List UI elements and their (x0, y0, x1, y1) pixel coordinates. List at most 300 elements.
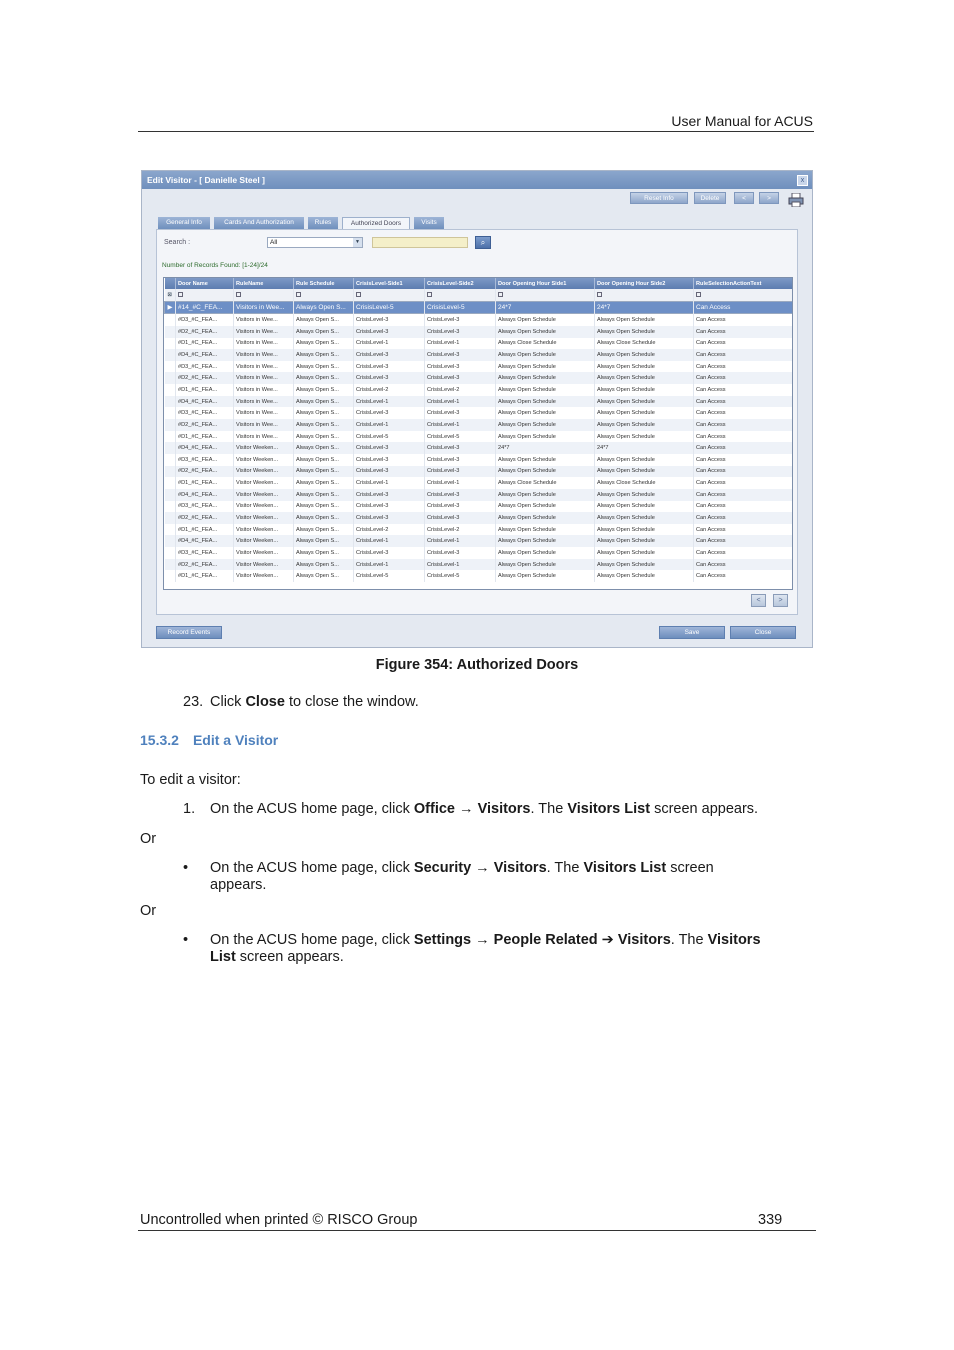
table-cell: Always Open Schedule (496, 372, 595, 384)
table-cell: Always Open S... (294, 301, 354, 314)
close-button[interactable]: Close (730, 626, 796, 639)
bullet-text: On the ACUS home page, click Settings → People Related ➔ Visitors. The Visitors List screen appears. (210, 932, 761, 965)
table-cell: Visitors in Wee... (234, 384, 294, 396)
doors-grid (163, 277, 793, 590)
table-cell: CrisisLevel-3 (354, 512, 425, 524)
row-indicator[interactable] (165, 501, 176, 513)
row-pointer-icon[interactable]: ▶ (165, 301, 176, 314)
table-cell: #D2_#C_FEA... (176, 326, 234, 338)
table-cell: #D2_#C_FEA... (176, 466, 234, 478)
bullet-text: On the ACUS home page, click Security → Visitors. The Visitors List screen appears. (210, 860, 714, 893)
next-record-button[interactable]: > (759, 192, 779, 204)
table-cell: Always Open S... (294, 489, 354, 501)
filter-icon[interactable]: ⊠ (165, 289, 176, 301)
chevron-down-icon[interactable]: ▼ (353, 238, 362, 247)
table-cell: Can Access (694, 431, 793, 443)
table-cell: CrisisLevel-3 (354, 407, 425, 419)
table-cell: CrisisLevel-3 (354, 349, 425, 361)
table-cell: Always Open Schedule (595, 349, 694, 361)
filter-checkbox[interactable] (595, 289, 694, 301)
or-text: Or (140, 903, 157, 919)
table-row[interactable] (165, 535, 793, 547)
filter-checkbox[interactable] (425, 289, 496, 301)
table-cell: Visitor Weeken... (234, 524, 294, 536)
table-cell: Always Open Schedule (595, 419, 694, 431)
table-cell: #D3_#C_FEA... (176, 547, 234, 559)
table-row[interactable] (165, 524, 793, 536)
table-cell: CrisisLevel-1 (354, 559, 425, 571)
table-cell: Always Open Schedule (595, 466, 694, 478)
filter-checkbox[interactable] (176, 289, 234, 301)
table-cell: Always Open S... (294, 326, 354, 338)
table-cell: Always Open Schedule (496, 512, 595, 524)
table-cell: Visitors in Wee... (234, 338, 294, 350)
table-cell: Always Open S... (294, 361, 354, 373)
table-cell: CrisisLevel-3 (425, 547, 496, 559)
table-cell: #D3_#C_FEA... (176, 361, 234, 373)
table-cell: Can Access (694, 349, 793, 361)
row-indicator[interactable] (165, 314, 176, 326)
table-cell: Always Open Schedule (496, 524, 595, 536)
table-cell: #D2_#C_FEA... (176, 559, 234, 571)
table-cell: CrisisLevel-3 (425, 326, 496, 338)
table-cell: CrisisLevel-1 (354, 396, 425, 408)
row-indicator[interactable] (165, 372, 176, 384)
table-cell: Always Open Schedule (595, 489, 694, 501)
tab-visits[interactable]: Visits (414, 217, 444, 229)
table-cell: CrisisLevel-3 (354, 454, 425, 466)
table-row[interactable] (165, 326, 793, 338)
footer-rule (138, 1230, 816, 1231)
table-cell: CrisisLevel-5 (354, 431, 425, 443)
table-cell: Always Open S... (294, 338, 354, 350)
table-cell: Can Access (694, 314, 793, 326)
save-button[interactable]: Save (659, 626, 725, 639)
table-cell: Always Open Schedule (595, 524, 694, 536)
table-row[interactable] (165, 501, 793, 513)
row-indicator[interactable] (165, 419, 176, 431)
table-cell: CrisisLevel-3 (354, 466, 425, 478)
row-indicator[interactable] (165, 466, 176, 478)
table-row[interactable] (165, 442, 793, 454)
table-cell: Always Open S... (294, 442, 354, 454)
table-cell: Can Access (694, 396, 793, 408)
table-cell: Visitor Weeken... (234, 442, 294, 454)
table-row[interactable] (165, 431, 793, 443)
bullet-icon: • (183, 932, 189, 948)
row-indicator[interactable] (165, 442, 176, 454)
table-cell: Always Open S... (294, 314, 354, 326)
table-row[interactable] (165, 361, 793, 373)
header-rule (138, 131, 814, 132)
table-cell: Always Open S... (294, 524, 354, 536)
table-cell: Can Access (694, 535, 793, 547)
table-cell: Visitor Weeken... (234, 489, 294, 501)
bullet-security (183, 860, 823, 900)
close-icon[interactable]: x (797, 175, 808, 186)
page-next-button[interactable]: > (773, 594, 788, 607)
table-cell: Always Open Schedule (595, 570, 694, 582)
table-row[interactable] (165, 454, 793, 466)
row-indicator[interactable] (165, 477, 176, 489)
table-row[interactable] (165, 372, 793, 384)
table-cell: Can Access (694, 442, 793, 454)
table-cell: 24*7 (496, 442, 595, 454)
table-cell: Always Open Schedule (595, 547, 694, 559)
table-cell: Visitor Weeken... (234, 535, 294, 547)
filter-checkbox[interactable] (694, 289, 793, 301)
step-number: 1. (183, 801, 196, 817)
table-cell: CrisisLevel-3 (425, 349, 496, 361)
table-cell: Always Open Schedule (496, 547, 595, 559)
tab-general-info[interactable]: General Info (158, 217, 210, 229)
table-cell: Always Open S... (294, 477, 354, 489)
table-cell: Always Open S... (294, 349, 354, 361)
table-cell: Always Open S... (294, 419, 354, 431)
search-select-value: All (270, 239, 278, 246)
row-indicator[interactable] (165, 547, 176, 559)
table-cell: #D3_#C_FEA... (176, 314, 234, 326)
table-cell: Always Open S... (294, 559, 354, 571)
table-row[interactable] (165, 407, 793, 419)
step-text: Click Close to close the window. (210, 694, 419, 710)
column-header-rule-schedule[interactable]: Rule Schedule (294, 278, 354, 289)
table-cell: Visitor Weeken... (234, 501, 294, 513)
table-cell: Can Access (694, 524, 793, 536)
footer-text: Uncontrolled when printed © RISCO Group (140, 1212, 418, 1228)
table-cell: Always Open Schedule (496, 384, 595, 396)
table-cell: Visitors in Wee... (234, 301, 294, 314)
table-cell: CrisisLevel-3 (425, 407, 496, 419)
table-cell: #D1_#C_FEA... (176, 338, 234, 350)
table-cell: Always Open Schedule (595, 396, 694, 408)
table-cell: Always Open Schedule (496, 431, 595, 443)
row-indicator[interactable] (165, 349, 176, 361)
table-cell: Visitor Weeken... (234, 547, 294, 559)
table-cell: Always Open S... (294, 570, 354, 582)
table-cell: Visitors in Wee... (234, 419, 294, 431)
column-header-rule-name[interactable]: RuleName (234, 278, 294, 289)
table-cell: Always Open Schedule (496, 396, 595, 408)
table-cell: Can Access (694, 407, 793, 419)
table-cell: Always Open Schedule (595, 559, 694, 571)
table-cell: Always Open Schedule (496, 361, 595, 373)
table-cell: Always Close Schedule (595, 338, 694, 350)
table-cell: Always Open Schedule (496, 326, 595, 338)
table-row[interactable] (165, 338, 793, 350)
table-cell: Always Open Schedule (496, 489, 595, 501)
table-cell: Can Access (694, 501, 793, 513)
table-row[interactable] (165, 570, 793, 582)
or-text: Or (140, 831, 157, 847)
table-cell: Can Access (694, 489, 793, 501)
table-cell: 24*7 (595, 442, 694, 454)
table-cell: Always Open Schedule (595, 454, 694, 466)
search-field-select[interactable] (267, 237, 363, 248)
table-cell: CrisisLevel-3 (425, 501, 496, 513)
table-cell: Always Open Schedule (496, 407, 595, 419)
table-cell: CrisisLevel-1 (425, 419, 496, 431)
table-cell: Always Open Schedule (496, 466, 595, 478)
table-row[interactable] (165, 489, 793, 501)
table-cell: Always Open Schedule (496, 349, 595, 361)
table-cell: Visitors in Wee... (234, 431, 294, 443)
edit-visitor-window (141, 170, 813, 648)
table-cell: CrisisLevel-1 (354, 338, 425, 350)
table-cell: Visitors in Wee... (234, 407, 294, 419)
row-indicator[interactable] (165, 338, 176, 350)
table-row[interactable] (165, 477, 793, 489)
table-cell: #D2_#C_FEA... (176, 512, 234, 524)
table-cell: CrisisLevel-2 (354, 524, 425, 536)
table-row[interactable] (165, 396, 793, 408)
table-cell: CrisisLevel-3 (425, 442, 496, 454)
table-cell: Can Access (694, 547, 793, 559)
table-cell: CrisisLevel-3 (425, 372, 496, 384)
table-cell: CrisisLevel-3 (425, 512, 496, 524)
table-cell: Can Access (694, 301, 793, 314)
table-cell: CrisisLevel-3 (354, 372, 425, 384)
column-header-door-name[interactable]: Door Name (176, 278, 234, 289)
table-cell: #D1_#C_FEA... (176, 570, 234, 582)
table-cell: Can Access (694, 326, 793, 338)
table-cell: Always Open S... (294, 512, 354, 524)
filter-checkbox[interactable] (496, 289, 595, 301)
row-indicator[interactable] (165, 326, 176, 338)
table-cell: Visitor Weeken... (234, 477, 294, 489)
table-cell: Can Access (694, 361, 793, 373)
record-events-button[interactable]: Record Events (156, 626, 222, 639)
row-indicator[interactable] (165, 512, 176, 524)
filter-checkbox[interactable] (354, 289, 425, 301)
table-cell: #D1_#C_FEA... (176, 431, 234, 443)
table-row[interactable] (165, 384, 793, 396)
table-cell: Visitor Weeken... (234, 466, 294, 478)
page-number: 339 (758, 1212, 783, 1228)
printer-icon[interactable] (788, 193, 804, 207)
table-cell: Always Open Schedule (496, 501, 595, 513)
table-row[interactable] (165, 349, 793, 361)
table-cell: CrisisLevel-1 (354, 419, 425, 431)
table-cell: CrisisLevel-3 (354, 442, 425, 454)
table-cell: Always Open Schedule (595, 407, 694, 419)
table-cell: CrisisLevel-3 (354, 489, 425, 501)
table-cell: Always Close Schedule (595, 477, 694, 489)
filter-checkbox[interactable] (234, 289, 294, 301)
table-cell: CrisisLevel-1 (425, 477, 496, 489)
table-cell: Visitor Weeken... (234, 512, 294, 524)
table-cell: CrisisLevel-3 (425, 314, 496, 326)
table-cell: CrisisLevel-1 (425, 338, 496, 350)
step-number: 23. (183, 694, 204, 710)
step-23 (183, 694, 419, 711)
table-cell: Always Open Schedule (595, 512, 694, 524)
table-cell: Visitor Weeken... (234, 454, 294, 466)
running-header: User Manual for ACUS (671, 113, 813, 129)
table-row[interactable] (165, 512, 793, 524)
table-cell: CrisisLevel-5 (425, 570, 496, 582)
row-indicator[interactable] (165, 361, 176, 373)
table-cell: CrisisLevel-1 (425, 559, 496, 571)
bullet-settings (183, 932, 823, 972)
table-cell: Can Access (694, 477, 793, 489)
table-cell: Always Open S... (294, 547, 354, 559)
table-cell: Visitor Weeken... (234, 559, 294, 571)
tab-cards-authorization[interactable]: Cards And Authorization (214, 217, 304, 229)
table-cell: Always Open S... (294, 372, 354, 384)
page-prev-button[interactable]: < (751, 594, 766, 607)
column-header-action-text[interactable]: RuleSelectionActionText (694, 278, 793, 289)
table-cell: Always Open Schedule (595, 431, 694, 443)
table-cell: CrisisLevel-1 (425, 535, 496, 547)
table-row[interactable] (165, 559, 793, 571)
table-cell: CrisisLevel-3 (354, 361, 425, 373)
table-cell: Always Open Schedule (595, 501, 694, 513)
table-cell: #D4_#C_FEA... (176, 442, 234, 454)
table-cell: Visitors in Wee... (234, 314, 294, 326)
table-cell: Always Close Schedule (496, 477, 595, 489)
previous-record-button[interactable]: < (734, 192, 754, 204)
table-cell: Always Open Schedule (595, 384, 694, 396)
table-cell: #D3_#C_FEA... (176, 454, 234, 466)
table-cell: Always Open Schedule (595, 326, 694, 338)
table-cell: CrisisLevel-1 (425, 396, 496, 408)
filter-checkbox[interactable] (294, 289, 354, 301)
table-cell: Can Access (694, 570, 793, 582)
tab-authorized-doors[interactable]: Authorized Doors (342, 217, 410, 229)
table-cell: Always Open Schedule (496, 454, 595, 466)
table-cell: Always Open Schedule (496, 535, 595, 547)
column-header-opening-side1[interactable]: Door Opening Hour Side1 (496, 278, 595, 289)
row-indicator[interactable] (165, 559, 176, 571)
table-cell: CrisisLevel-3 (354, 314, 425, 326)
row-indicator[interactable] (165, 384, 176, 396)
table-cell: Can Access (694, 372, 793, 384)
table-cell: Always Open Schedule (496, 419, 595, 431)
table-cell: Can Access (694, 559, 793, 571)
table-cell: Always Open S... (294, 407, 354, 419)
table-cell: #D1_#C_FEA... (176, 384, 234, 396)
table-cell: Always Open S... (294, 396, 354, 408)
table-row[interactable] (165, 547, 793, 559)
table-cell: #D1_#C_FEA... (176, 524, 234, 536)
table-cell: Always Open Schedule (496, 559, 595, 571)
row-indicator-header (165, 278, 176, 289)
column-header-crisis-side2[interactable]: CrisisLevel-Side2 (425, 278, 496, 289)
table-cell: Always Open S... (294, 535, 354, 547)
table-cell: Can Access (694, 384, 793, 396)
tab-rules[interactable]: Rules (308, 217, 338, 229)
table-row[interactable] (165, 301, 793, 314)
row-indicator[interactable] (165, 454, 176, 466)
reset-info-button[interactable]: Reset Info (630, 192, 688, 204)
table-row[interactable] (165, 419, 793, 431)
search-input[interactable] (372, 237, 468, 248)
table-cell: Always Open S... (294, 384, 354, 396)
table-cell: Visitors in Wee... (234, 349, 294, 361)
bullet-icon: • (183, 860, 189, 876)
table-cell: Always Open Schedule (496, 570, 595, 582)
table-cell: Can Access (694, 466, 793, 478)
table-cell: #D2_#C_FEA... (176, 372, 234, 384)
table-cell: 24*7 (595, 301, 694, 314)
table-cell: Visitors in Wee... (234, 361, 294, 373)
table-cell: #D4_#C_FEA... (176, 535, 234, 547)
table-cell: Visitors in Wee... (234, 396, 294, 408)
table-cell: Always Open Schedule (595, 361, 694, 373)
table-cell: CrisisLevel-3 (354, 547, 425, 559)
row-indicator[interactable] (165, 489, 176, 501)
row-indicator[interactable] (165, 570, 176, 582)
table-cell: #D2_#C_FEA... (176, 419, 234, 431)
table-cell: #D3_#C_FEA... (176, 407, 234, 419)
grid-header-row (165, 278, 793, 289)
table-cell: CrisisLevel-2 (425, 384, 496, 396)
table-cell: #D3_#C_FEA... (176, 501, 234, 513)
search-icon[interactable]: ⌕ (475, 236, 491, 249)
table-cell: Always Close Schedule (496, 338, 595, 350)
table-row[interactable] (165, 466, 793, 478)
filter-row (165, 289, 793, 301)
records-found: Number of Records Found: [1-24]/24 (162, 262, 268, 269)
table-cell: CrisisLevel-3 (354, 326, 425, 338)
table-cell: 24*7 (496, 301, 595, 314)
table-cell: Always Open S... (294, 501, 354, 513)
delete-button[interactable]: Delete (694, 192, 726, 204)
column-header-crisis-side1[interactable]: CrisisLevel-Side1 (354, 278, 425, 289)
table-cell: #D1_#C_FEA... (176, 477, 234, 489)
row-indicator[interactable] (165, 407, 176, 419)
row-indicator[interactable] (165, 396, 176, 408)
table-cell: Always Open S... (294, 454, 354, 466)
window-title: Edit Visitor - [ Danielle Steel ] (142, 171, 812, 189)
row-indicator[interactable] (165, 535, 176, 547)
table-cell: Always Open S... (294, 431, 354, 443)
table-cell: CrisisLevel-5 (354, 570, 425, 582)
row-indicator[interactable] (165, 431, 176, 443)
table-cell: CrisisLevel-1 (354, 477, 425, 489)
table-cell: Can Access (694, 419, 793, 431)
table-cell: CrisisLevel-3 (425, 454, 496, 466)
section-heading (140, 732, 278, 748)
column-header-opening-side2[interactable]: Door Opening Hour Side2 (595, 278, 694, 289)
step-text: On the ACUS home page, click Office → Visitors. The Visitors List screen appears. (210, 801, 759, 817)
table-cell: #14_#C_FEA... (176, 301, 234, 314)
table-cell: Can Access (694, 512, 793, 524)
table-cell: CrisisLevel-1 (354, 535, 425, 547)
section-number: 15.3.2 (140, 732, 179, 748)
table-cell: #D4_#C_FEA... (176, 396, 234, 408)
step-1 (183, 801, 823, 818)
table-cell: Always Open S... (294, 466, 354, 478)
table-cell: CrisisLevel-5 (425, 301, 496, 314)
figure-caption: Figure 354: Authorized Doors (375, 657, 579, 673)
table-cell: CrisisLevel-2 (354, 384, 425, 396)
intro-text: To edit a visitor: (140, 772, 241, 788)
table-cell: CrisisLevel-3 (354, 501, 425, 513)
table-cell: CrisisLevel-3 (425, 489, 496, 501)
table-cell: Visitors in Wee... (234, 372, 294, 384)
table-cell: Visitors in Wee... (234, 326, 294, 338)
table-cell: Always Open Schedule (496, 314, 595, 326)
table-cell: CrisisLevel-3 (425, 361, 496, 373)
table-cell: Always Open Schedule (595, 314, 694, 326)
table-cell: CrisisLevel-5 (354, 301, 425, 314)
table-cell: Always Open Schedule (595, 535, 694, 547)
row-indicator[interactable] (165, 524, 176, 536)
table-cell: CrisisLevel-3 (425, 466, 496, 478)
table-row[interactable] (165, 314, 793, 326)
